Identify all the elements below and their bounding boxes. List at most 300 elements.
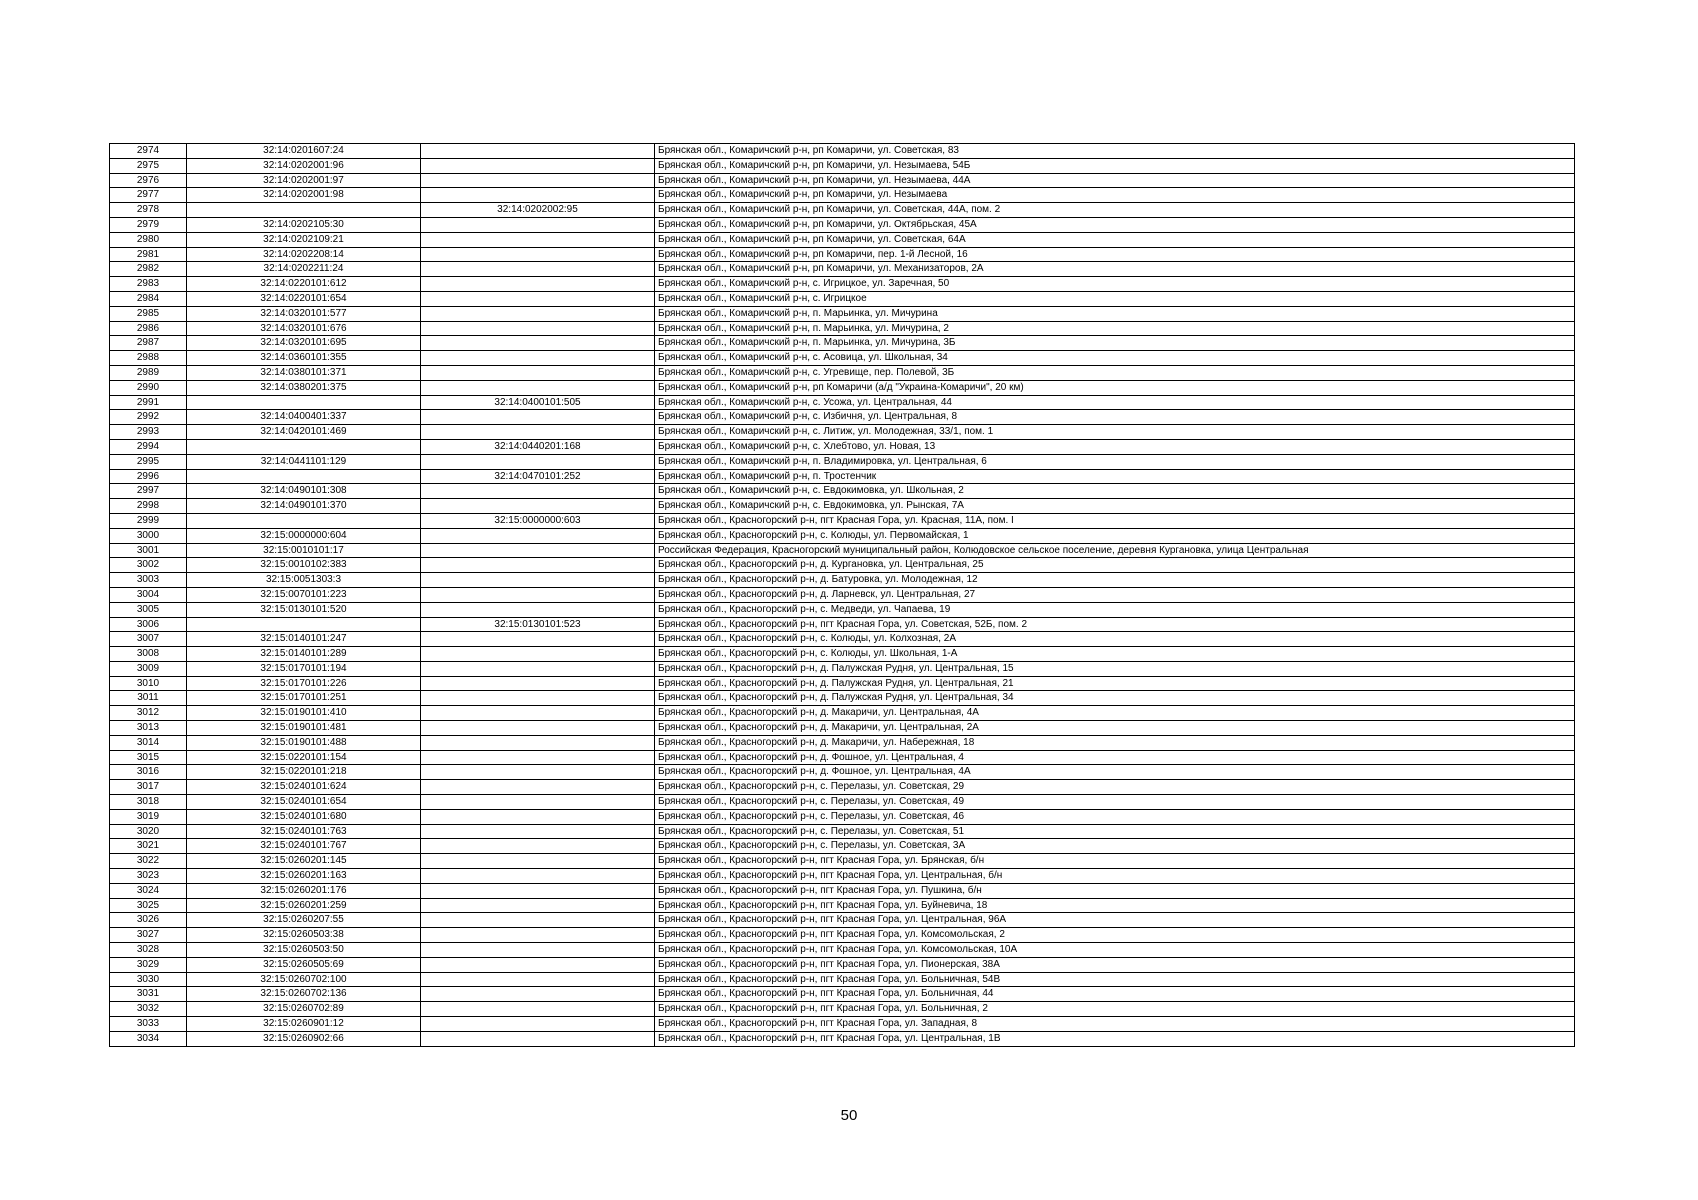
cadastral-number-cell: 32:14:0490101:308 (187, 484, 421, 499)
row-number-cell: 2994 (110, 439, 187, 454)
cadastral-number-alt-cell (421, 913, 655, 928)
cadastral-number-cell: 32:14:0441101:129 (187, 454, 421, 469)
row-number-cell: 2977 (110, 188, 187, 203)
table-row (110, 602, 1575, 617)
cadastral-number-cell: 32:15:0240101:680 (187, 809, 421, 824)
table-row (110, 913, 1575, 928)
address-cell: Российская Федерация, Красногорский муниципальный район, Колюдовское сельское поселение, деревня Кургановка, улица Центральная (655, 543, 1575, 558)
address-cell: Брянская обл., Комаричский р-н, с. Игрицкое (655, 291, 1575, 306)
cadastral-number-alt-cell (421, 454, 655, 469)
table-row (110, 1002, 1575, 1017)
cadastral-number-cell (187, 617, 421, 632)
table-row (110, 795, 1575, 810)
row-number-cell: 3004 (110, 587, 187, 602)
table-row (110, 661, 1575, 676)
address-cell: Брянская обл., Комаричский р-н, рп Комаричи, ул. Советская, 83 (655, 144, 1575, 159)
row-number-cell: 2988 (110, 351, 187, 366)
table-row (110, 365, 1575, 380)
table-row (110, 158, 1575, 173)
cadastral-number-cell: 32:15:0220101:218 (187, 765, 421, 780)
address-cell: Брянская обл., Красногорский р-н, д. Фошное, ул. Центральная, 4 (655, 750, 1575, 765)
row-number-cell: 2987 (110, 336, 187, 351)
address-cell: Брянская обл., Красногорский р-н, с. Медведи, ул. Чапаева, 19 (655, 602, 1575, 617)
cadastral-number-cell: 32:15:0130101:520 (187, 602, 421, 617)
table-row (110, 824, 1575, 839)
table-row (110, 839, 1575, 854)
row-number-cell: 3009 (110, 661, 187, 676)
table-row (110, 721, 1575, 736)
row-number-cell: 3024 (110, 883, 187, 898)
address-cell: Брянская обл., Комаричский р-н, рп Комаричи, ул. Советская, 44А, пом. 2 (655, 203, 1575, 218)
address-cell: Брянская обл., Комаричский р-н, с. Литиж, ул. Молодежная, 33/1, пом. 1 (655, 425, 1575, 440)
table-row (110, 351, 1575, 366)
row-number-cell: 2982 (110, 262, 187, 277)
address-cell: Брянская обл., Красногорский р-н, с. Перелазы, ул. Советская, 49 (655, 795, 1575, 810)
row-number-cell: 2998 (110, 499, 187, 514)
cadastral-number-alt-cell (421, 972, 655, 987)
cadastral-number-alt-cell (421, 543, 655, 558)
address-cell: Брянская обл., Красногорский р-н, пгт Красная Гора, ул. Красная, 11А, пом. I (655, 513, 1575, 528)
table-row (110, 277, 1575, 292)
address-cell: Брянская обл., Комаричский р-н, рп Комаричи, ул. Незымаева, 54Б (655, 158, 1575, 173)
row-number-cell: 2989 (110, 365, 187, 380)
cadastral-number-cell: 32:15:0140101:289 (187, 647, 421, 662)
address-cell: Брянская обл., Красногорский р-н, с. Перелазы, ул. Советская, 29 (655, 780, 1575, 795)
table-row (110, 144, 1575, 159)
cadastral-number-alt-cell (421, 217, 655, 232)
cadastral-number-cell: 32:15:0240101:654 (187, 795, 421, 810)
address-cell: Брянская обл., Красногорский р-н, д. Палужская Рудня, ул. Центральная, 21 (655, 676, 1575, 691)
cadastral-number-alt-cell (421, 173, 655, 188)
cadastral-number-cell: 32:15:0260901:12 (187, 1017, 421, 1032)
table-row (110, 706, 1575, 721)
address-cell: Брянская обл., Комаричский р-н, с. Хлебтово, ул. Новая, 13 (655, 439, 1575, 454)
cadastral-number-alt-cell (421, 144, 655, 159)
cadastral-number-cell: 32:15:0190101:488 (187, 735, 421, 750)
row-number-cell: 2975 (110, 158, 187, 173)
row-number-cell: 3032 (110, 1002, 187, 1017)
row-number-cell: 3031 (110, 987, 187, 1002)
row-number-cell: 2997 (110, 484, 187, 499)
cadastral-number-cell: 32:15:0010102:383 (187, 558, 421, 573)
cadastral-number-cell (187, 395, 421, 410)
table-row (110, 676, 1575, 691)
cadastral-number-alt-cell (421, 943, 655, 958)
address-cell: Брянская обл., Комаричский р-н, рп Комаричи, ул. Незымаева, 44А (655, 173, 1575, 188)
table-row (110, 617, 1575, 632)
row-number-cell: 2986 (110, 321, 187, 336)
table-row (110, 203, 1575, 218)
row-number-cell: 2980 (110, 232, 187, 247)
cadastral-number-alt-cell (421, 484, 655, 499)
table-row (110, 780, 1575, 795)
row-number-cell: 3030 (110, 972, 187, 987)
row-number-cell: 3016 (110, 765, 187, 780)
page-number: 50 (840, 1107, 858, 1124)
row-number-cell: 3003 (110, 573, 187, 588)
address-cell: Брянская обл., Красногорский р-н, пгт Красная Гора, ул. Комсомольская, 10А (655, 943, 1575, 958)
row-number-cell: 2978 (110, 203, 187, 218)
table-row (110, 499, 1575, 514)
cadastral-number-alt-cell (421, 291, 655, 306)
cadastral-number-cell: 32:15:0240101:763 (187, 824, 421, 839)
table-row (110, 232, 1575, 247)
cadastral-number-cell: 32:14:0490101:370 (187, 499, 421, 514)
address-cell: Брянская обл., Красногорский р-н, д. Батуровка, ул. Молодежная, 12 (655, 573, 1575, 588)
address-cell: Брянская обл., Красногорский р-н, д. Палужская Рудня, ул. Центральная, 15 (655, 661, 1575, 676)
cadastral-number-alt-cell (421, 824, 655, 839)
cadastral-number-alt-cell (421, 691, 655, 706)
cadastral-number-cell: 32:15:0260201:176 (187, 883, 421, 898)
table-row (110, 972, 1575, 987)
row-number-cell: 3002 (110, 558, 187, 573)
cadastral-number-alt-cell (421, 883, 655, 898)
cadastral-number-alt-cell (421, 410, 655, 425)
cadastral-number-cell: 32:15:0260702:89 (187, 1002, 421, 1017)
cadastral-number-alt-cell (421, 957, 655, 972)
row-number-cell: 3007 (110, 632, 187, 647)
table-row (110, 291, 1575, 306)
table-row (110, 691, 1575, 706)
cadastral-number-alt-cell (421, 336, 655, 351)
row-number-cell: 2976 (110, 173, 187, 188)
cadastral-number-cell: 32:15:0051303:3 (187, 573, 421, 588)
cadastral-number-cell: 32:14:0320101:577 (187, 306, 421, 321)
cadastral-number-alt-cell (421, 1002, 655, 1017)
cadastral-number-alt-cell: 32:14:0440201:168 (421, 439, 655, 454)
cadastral-number-cell (187, 203, 421, 218)
cadastral-number-alt-cell (421, 869, 655, 884)
address-cell: Брянская обл., Комаричский р-н, рп Комаричи, ул. Октябрьская, 45А (655, 217, 1575, 232)
cadastral-number-alt-cell (421, 425, 655, 440)
cadastral-number-cell: 32:15:0000000:604 (187, 528, 421, 543)
address-cell: Брянская обл., Красногорский р-н, д. Фошное, ул. Центральная, 4А (655, 765, 1575, 780)
cadastral-number-alt-cell (421, 854, 655, 869)
cadastral-number-cell: 32:15:0010101:17 (187, 543, 421, 558)
cadastral-number-cell: 32:15:0190101:410 (187, 706, 421, 721)
cadastral-number-alt-cell (421, 632, 655, 647)
cadastral-number-alt-cell (421, 987, 655, 1002)
cadastral-number-cell: 32:14:0202001:97 (187, 173, 421, 188)
row-number-cell: 3028 (110, 943, 187, 958)
table-row (110, 957, 1575, 972)
address-cell: Брянская обл., Красногорский р-н, пгт Красная Гора, ул. Центральная, б/н (655, 869, 1575, 884)
cadastral-number-alt-cell (421, 499, 655, 514)
row-number-cell: 3020 (110, 824, 187, 839)
table-row (110, 943, 1575, 958)
cadastral-number-alt-cell (421, 365, 655, 380)
cadastral-number-cell: 32:14:0202208:14 (187, 247, 421, 262)
cadastral-number-alt-cell (421, 839, 655, 854)
cadastral-number-cell: 32:15:0170101:194 (187, 661, 421, 676)
cadastral-number-cell: 32:14:0202105:30 (187, 217, 421, 232)
table-row (110, 439, 1575, 454)
cadastral-number-cell: 32:14:0202001:98 (187, 188, 421, 203)
address-cell: Брянская обл., Красногорский р-н, пгт Красная Гора, ул. Комсомольская, 2 (655, 928, 1575, 943)
address-cell: Брянская обл., Комаричский р-н, с. Усожа, ул. Центральная, 44 (655, 395, 1575, 410)
row-number-cell: 2981 (110, 247, 187, 262)
cadastral-number-cell: 32:15:0190101:481 (187, 721, 421, 736)
cadastral-number-cell: 32:15:0260902:66 (187, 1031, 421, 1046)
table-row (110, 735, 1575, 750)
cadastral-number-alt-cell: 32:14:0202002:95 (421, 203, 655, 218)
cadastral-number-alt-cell (421, 706, 655, 721)
cadastral-number-alt-cell (421, 735, 655, 750)
address-cell: Брянская обл., Комаричский р-н, с. Евдокимовка, ул. Школьная, 2 (655, 484, 1575, 499)
address-cell: Брянская обл., Красногорский р-н, с. Перелазы, ул. Советская, 3А (655, 839, 1575, 854)
table-row (110, 587, 1575, 602)
cadastral-number-cell: 32:15:0260503:50 (187, 943, 421, 958)
row-number-cell: 3001 (110, 543, 187, 558)
table-row (110, 987, 1575, 1002)
table-row (110, 558, 1575, 573)
cadastral-number-alt-cell (421, 321, 655, 336)
table-row (110, 484, 1575, 499)
row-number-cell: 3033 (110, 1017, 187, 1032)
table-row (110, 513, 1575, 528)
address-cell: Брянская обл., Комаричский р-н, п. Марьинка, ул. Мичурина, 3Б (655, 336, 1575, 351)
cadastral-number-cell: 32:14:0380201:375 (187, 380, 421, 395)
cadastral-number-cell: 32:14:0202109:21 (187, 232, 421, 247)
address-cell: Брянская обл., Комаричский р-н, п. Марьинка, ул. Мичурина, 2 (655, 321, 1575, 336)
row-number-cell: 3018 (110, 795, 187, 810)
row-number-cell: 3010 (110, 676, 187, 691)
address-cell: Брянская обл., Красногорский р-н, д. Ларневск, ул. Центральная, 27 (655, 587, 1575, 602)
cadastral-number-cell: 32:14:0220101:654 (187, 291, 421, 306)
row-number-cell: 3029 (110, 957, 187, 972)
table-row (110, 809, 1575, 824)
row-number-cell: 3034 (110, 1031, 187, 1046)
address-cell: Брянская обл., Красногорский р-н, д. Макаричи, ул. Центральная, 2А (655, 721, 1575, 736)
table-row (110, 306, 1575, 321)
cadastral-number-cell: 32:14:0201607:24 (187, 144, 421, 159)
address-cell: Брянская обл., Красногорский р-н, пгт Красная Гора, ул. Больничная, 2 (655, 1002, 1575, 1017)
cadastral-number-alt-cell (421, 602, 655, 617)
address-cell: Брянская обл., Красногорский р-н, с. Колюды, ул. Первомайская, 1 (655, 528, 1575, 543)
cadastral-number-cell: 32:14:0320101:695 (187, 336, 421, 351)
row-number-cell: 2979 (110, 217, 187, 232)
address-cell: Брянская обл., Красногорский р-н, пгт Красная Гора, ул. Пионерская, 38А (655, 957, 1575, 972)
address-cell: Брянская обл., Комаричский р-н, с. Игрицкое, ул. Заречная, 50 (655, 277, 1575, 292)
row-number-cell: 2993 (110, 425, 187, 440)
cadastral-number-cell: 32:15:0140101:247 (187, 632, 421, 647)
row-number-cell: 3005 (110, 602, 187, 617)
table-row (110, 336, 1575, 351)
row-number-cell: 3022 (110, 854, 187, 869)
table-row (110, 262, 1575, 277)
address-cell: Брянская обл., Красногорский р-н, пгт Красная Гора, ул. Центральная, 96А (655, 913, 1575, 928)
table-row (110, 1031, 1575, 1046)
cadastral-number-alt-cell (421, 188, 655, 203)
row-number-cell: 3015 (110, 750, 187, 765)
cadastral-number-alt-cell: 32:15:0130101:523 (421, 617, 655, 632)
cadastral-number-alt-cell (421, 928, 655, 943)
cadastral-number-alt-cell (421, 528, 655, 543)
cadastral-number-cell: 32:14:0400401:337 (187, 410, 421, 425)
row-number-cell: 3025 (110, 898, 187, 913)
table-row (110, 869, 1575, 884)
cadastral-number-alt-cell (421, 780, 655, 795)
cadastral-number-alt-cell (421, 1017, 655, 1032)
table-row (110, 928, 1575, 943)
cadastral-number-cell: 32:15:0220101:154 (187, 750, 421, 765)
cadastral-number-alt-cell (421, 573, 655, 588)
table-row (110, 395, 1575, 410)
cadastral-number-cell: 32:15:0260503:38 (187, 928, 421, 943)
cadastral-number-alt-cell (421, 277, 655, 292)
table-row (110, 188, 1575, 203)
property-table-container (109, 143, 1574, 1047)
address-cell: Брянская обл., Комаричский р-н, с. Угревище, пер. Полевой, 3Б (655, 365, 1575, 380)
address-cell: Брянская обл., Красногорский р-н, д. Кургановка, ул. Центральная, 25 (655, 558, 1575, 573)
cadastral-number-cell: 32:15:0240101:767 (187, 839, 421, 854)
table-row (110, 543, 1575, 558)
cadastral-number-cell: 32:15:0260505:69 (187, 957, 421, 972)
cadastral-number-cell: 32:15:0260702:136 (187, 987, 421, 1002)
row-number-cell: 2990 (110, 380, 187, 395)
row-number-cell: 3023 (110, 869, 187, 884)
cadastral-number-alt-cell (421, 795, 655, 810)
row-number-cell: 2984 (110, 291, 187, 306)
address-cell: Брянская обл., Красногорский р-н, д. Макаричи, ул. Центральная, 4А (655, 706, 1575, 721)
row-number-cell: 3017 (110, 780, 187, 795)
address-cell: Брянская обл., Комаричский р-н, рп Комаричи, ул. Советская, 64А (655, 232, 1575, 247)
row-number-cell: 3021 (110, 839, 187, 854)
row-number-cell: 3008 (110, 647, 187, 662)
cadastral-number-cell: 32:15:0260702:100 (187, 972, 421, 987)
address-cell: Брянская обл., Красногорский р-н, с. Колюды, ул. Школьная, 1-А (655, 647, 1575, 662)
table-row (110, 217, 1575, 232)
cadastral-number-alt-cell (421, 721, 655, 736)
address-cell: Брянская обл., Красногорский р-н, пгт Красная Гора, ул. Западная, 8 (655, 1017, 1575, 1032)
cadastral-number-alt-cell (421, 587, 655, 602)
cadastral-number-alt-cell (421, 898, 655, 913)
row-number-cell: 3000 (110, 528, 187, 543)
table-row (110, 321, 1575, 336)
table-row (110, 647, 1575, 662)
cadastral-number-alt-cell (421, 765, 655, 780)
table-row (110, 632, 1575, 647)
address-cell: Брянская обл., Красногорский р-н, пгт Красная Гора, ул. Буйневича, 18 (655, 898, 1575, 913)
cadastral-number-alt-cell: 32:14:0470101:252 (421, 469, 655, 484)
cadastral-number-alt-cell (421, 750, 655, 765)
row-number-cell: 2985 (110, 306, 187, 321)
address-cell: Брянская обл., Комаричский р-н, п. Владимировка, ул. Центральная, 6 (655, 454, 1575, 469)
cadastral-number-cell: 32:14:0380101:371 (187, 365, 421, 380)
cadastral-number-cell: 32:15:0260201:145 (187, 854, 421, 869)
address-cell: Брянская обл., Комаричский р-н, рп Комаричи, ул. Незымаева (655, 188, 1575, 203)
address-cell: Брянская обл., Красногорский р-н, пгт Красная Гора, ул. Больничная, 54В (655, 972, 1575, 987)
table-row (110, 883, 1575, 898)
cadastral-number-cell: 32:14:0320101:676 (187, 321, 421, 336)
table-row (110, 425, 1575, 440)
table-row (110, 898, 1575, 913)
cadastral-number-cell (187, 513, 421, 528)
row-number-cell: 3027 (110, 928, 187, 943)
row-number-cell: 2974 (110, 144, 187, 159)
cadastral-number-alt-cell (421, 809, 655, 824)
table-row (110, 573, 1575, 588)
address-cell: Брянская обл., Красногорский р-н, д. Макаричи, ул. Набережная, 18 (655, 735, 1575, 750)
cadastral-number-cell: 32:14:0360101:355 (187, 351, 421, 366)
address-cell: Брянская обл., Комаричский р-н, с. Избичня, ул. Центральная, 8 (655, 410, 1575, 425)
cadastral-number-alt-cell: 32:14:0400101:505 (421, 395, 655, 410)
table-row (110, 454, 1575, 469)
cadastral-number-cell (187, 439, 421, 454)
cadastral-number-cell: 32:15:0260207:55 (187, 913, 421, 928)
cadastral-number-cell: 32:14:0202001:96 (187, 158, 421, 173)
row-number-cell: 2995 (110, 454, 187, 469)
address-cell: Брянская обл., Комаричский р-н, п. Марьинка, ул. Мичурина (655, 306, 1575, 321)
row-number-cell: 3011 (110, 691, 187, 706)
address-cell: Брянская обл., Комаричский р-н, п. Тростенчик (655, 469, 1575, 484)
table-row (110, 1017, 1575, 1032)
table-row (110, 528, 1575, 543)
row-number-cell: 3014 (110, 735, 187, 750)
cadastral-number-cell: 32:15:0260201:163 (187, 869, 421, 884)
table-row (110, 247, 1575, 262)
table-row (110, 380, 1575, 395)
row-number-cell: 2991 (110, 395, 187, 410)
cadastral-number-cell (187, 469, 421, 484)
address-cell: Брянская обл., Комаричский р-н, рп Комаричи, ул. Механизаторов, 2А (655, 262, 1575, 277)
cadastral-number-alt-cell (421, 1031, 655, 1046)
cadastral-number-alt-cell (421, 676, 655, 691)
property-table-body (110, 144, 1575, 1047)
address-cell: Брянская обл., Красногорский р-н, пгт Красная Гора, ул. Пушкина, б/н (655, 883, 1575, 898)
cadastral-number-alt-cell (421, 558, 655, 573)
table-row (110, 854, 1575, 869)
cadastral-number-alt-cell (421, 247, 655, 262)
cadastral-number-alt-cell (421, 306, 655, 321)
address-cell: Брянская обл., Красногорский р-н, пгт Красная Гора, ул. Больничная, 44 (655, 987, 1575, 1002)
address-cell: Брянская обл., Красногорский р-н, пгт Красная Гора, ул. Брянская, б/н (655, 854, 1575, 869)
address-cell: Брянская обл., Красногорский р-н, д. Палужская Рудня, ул. Центральная, 34 (655, 691, 1575, 706)
address-cell: Брянская обл., Комаричский р-н, с. Евдокимовка, ул. Рынская, 7А (655, 499, 1575, 514)
address-cell: Брянская обл., Комаричский р-н, рп Комаричи, пер. 1-й Лесной, 16 (655, 247, 1575, 262)
cadastral-number-alt-cell (421, 661, 655, 676)
cadastral-number-alt-cell (421, 351, 655, 366)
cadastral-number-alt-cell (421, 380, 655, 395)
cadastral-number-alt-cell (421, 232, 655, 247)
table-row (110, 410, 1575, 425)
property-table (109, 143, 1575, 1047)
table-row (110, 765, 1575, 780)
address-cell: Брянская обл., Комаричский р-н, с. Асовица, ул. Школьная, 34 (655, 351, 1575, 366)
address-cell: Брянская обл., Красногорский р-н, с. Перелазы, ул. Советская, 51 (655, 824, 1575, 839)
row-number-cell: 3006 (110, 617, 187, 632)
cadastral-number-cell: 32:15:0260201:259 (187, 898, 421, 913)
address-cell: Брянская обл., Красногорский р-н, с. Перелазы, ул. Советская, 46 (655, 809, 1575, 824)
cadastral-number-cell: 32:15:0070101:223 (187, 587, 421, 602)
table-row (110, 469, 1575, 484)
row-number-cell: 3012 (110, 706, 187, 721)
cadastral-number-alt-cell (421, 647, 655, 662)
cadastral-number-alt-cell (421, 158, 655, 173)
row-number-cell: 3019 (110, 809, 187, 824)
cadastral-number-cell: 32:15:0170101:226 (187, 676, 421, 691)
cadastral-number-cell: 32:14:0202211:24 (187, 262, 421, 277)
row-number-cell: 2992 (110, 410, 187, 425)
cadastral-number-cell: 32:15:0240101:624 (187, 780, 421, 795)
cadastral-number-alt-cell (421, 262, 655, 277)
cadastral-number-cell: 32:15:0170101:251 (187, 691, 421, 706)
row-number-cell: 2999 (110, 513, 187, 528)
row-number-cell: 3026 (110, 913, 187, 928)
cadastral-number-alt-cell: 32:15:0000000:603 (421, 513, 655, 528)
cadastral-number-cell: 32:14:0420101:469 (187, 425, 421, 440)
address-cell: Брянская обл., Комаричский р-н, рп Комаричи (а/д "Украина-Комаричи", 20 км) (655, 380, 1575, 395)
